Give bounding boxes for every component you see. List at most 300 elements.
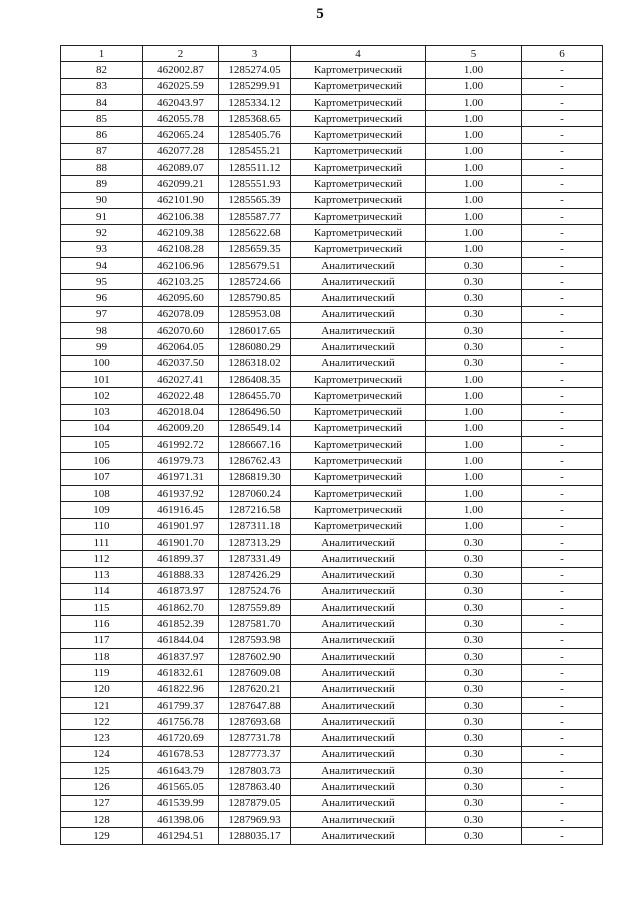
x-coordinate-cell: 462103.25 [143,274,219,290]
y-coordinate-cell: 1287311.18 [219,518,291,534]
y-coordinate-cell: 1286318.02 [219,355,291,371]
table-row [61,274,603,290]
table-row [61,681,603,697]
note-cell: - [522,583,603,599]
accuracy-cell: 0.30 [426,306,522,322]
x-coordinate-cell: 462002.87 [143,62,219,78]
table-row [61,111,603,127]
x-coordinate-cell: 462070.60 [143,323,219,339]
y-coordinate-cell: 1287731.78 [219,730,291,746]
table-row [61,404,603,420]
point-number-cell: 105 [61,437,143,453]
accuracy-cell: 0.30 [426,811,522,827]
accuracy-cell: 1.00 [426,62,522,78]
method-cell: Картометрический [291,160,426,176]
method-cell: Аналитический [291,290,426,306]
point-number-cell: 112 [61,551,143,567]
method-cell: Картометрический [291,78,426,94]
x-coordinate-cell: 461565.05 [143,779,219,795]
method-cell: Аналитический [291,551,426,567]
point-number-cell: 128 [61,811,143,827]
y-coordinate-cell: 1287216.58 [219,502,291,518]
point-number-cell: 93 [61,241,143,257]
table-row [61,241,603,257]
point-number-cell: 103 [61,404,143,420]
point-number-cell: 88 [61,160,143,176]
accuracy-cell: 0.30 [426,779,522,795]
point-number-cell: 84 [61,94,143,110]
accuracy-cell: 1.00 [426,486,522,502]
y-coordinate-cell: 1287803.73 [219,763,291,779]
accuracy-cell: 0.30 [426,600,522,616]
table-row [61,143,603,159]
accuracy-cell: 0.30 [426,697,522,713]
column-header-5: 5 [426,46,522,62]
x-coordinate-cell: 461873.97 [143,583,219,599]
method-cell: Картометрический [291,437,426,453]
x-coordinate-cell: 462089.07 [143,160,219,176]
y-coordinate-cell: 1287426.29 [219,567,291,583]
table-header-row [61,46,603,62]
method-cell: Аналитический [291,779,426,795]
method-cell: Аналитический [291,323,426,339]
point-number-cell: 100 [61,355,143,371]
x-coordinate-cell: 462055.78 [143,111,219,127]
point-number-cell: 101 [61,371,143,387]
accuracy-cell: 1.00 [426,143,522,159]
method-cell: Аналитический [291,697,426,713]
note-cell: - [522,143,603,159]
point-number-cell: 115 [61,600,143,616]
note-cell: - [522,192,603,208]
note-cell: - [522,763,603,779]
method-cell: Картометрический [291,94,426,110]
point-number-cell: 96 [61,290,143,306]
x-coordinate-cell: 462078.09 [143,306,219,322]
note-cell: - [522,323,603,339]
table-row [61,502,603,518]
point-number-cell: 87 [61,143,143,159]
y-coordinate-cell: 1286762.43 [219,453,291,469]
table-row [61,290,603,306]
point-number-cell: 127 [61,795,143,811]
table-row [61,697,603,713]
x-coordinate-cell: 461799.37 [143,697,219,713]
y-coordinate-cell: 1285511.12 [219,160,291,176]
accuracy-cell: 1.00 [426,94,522,110]
table-row [61,176,603,192]
y-coordinate-cell: 1287524.76 [219,583,291,599]
point-number-cell: 121 [61,697,143,713]
note-cell: - [522,779,603,795]
x-coordinate-cell: 462108.28 [143,241,219,257]
table-row [61,208,603,224]
note-cell: - [522,290,603,306]
note-cell: - [522,811,603,827]
table-row [61,795,603,811]
table-row [61,551,603,567]
y-coordinate-cell: 1285679.51 [219,257,291,273]
point-number-cell: 99 [61,339,143,355]
point-number-cell: 97 [61,306,143,322]
point-number-cell: 89 [61,176,143,192]
x-coordinate-cell: 461899.37 [143,551,219,567]
x-coordinate-cell: 461720.69 [143,730,219,746]
x-coordinate-cell: 462101.90 [143,192,219,208]
accuracy-cell: 0.30 [426,355,522,371]
accuracy-cell: 1.00 [426,437,522,453]
method-cell: Аналитический [291,828,426,844]
y-coordinate-cell: 1287313.29 [219,534,291,550]
note-cell: - [522,241,603,257]
note-cell: - [522,697,603,713]
method-cell: Картометрический [291,453,426,469]
x-coordinate-cell: 462022.48 [143,388,219,404]
note-cell: - [522,274,603,290]
note-cell: - [522,730,603,746]
note-cell: - [522,339,603,355]
point-number-cell: 124 [61,746,143,762]
point-number-cell: 85 [61,111,143,127]
table-row [61,665,603,681]
note-cell: - [522,420,603,436]
y-coordinate-cell: 1286496.50 [219,404,291,420]
method-cell: Аналитический [291,355,426,371]
table-row [61,567,603,583]
accuracy-cell: 1.00 [426,518,522,534]
accuracy-cell: 1.00 [426,111,522,127]
note-cell: - [522,306,603,322]
accuracy-cell: 0.30 [426,665,522,681]
accuracy-cell: 0.30 [426,567,522,583]
method-cell: Аналитический [291,648,426,664]
table-row [61,486,603,502]
table-row [61,811,603,827]
y-coordinate-cell: 1286455.70 [219,388,291,404]
point-number-cell: 129 [61,828,143,844]
table-row [61,420,603,436]
method-cell: Картометрический [291,502,426,518]
method-cell: Картометрический [291,225,426,241]
method-cell: Аналитический [291,306,426,322]
x-coordinate-cell: 462077.28 [143,143,219,159]
y-coordinate-cell: 1286017.65 [219,323,291,339]
x-coordinate-cell: 461888.33 [143,567,219,583]
point-number-cell: 118 [61,648,143,664]
table-row [61,127,603,143]
note-cell: - [522,62,603,78]
y-coordinate-cell: 1286549.14 [219,420,291,436]
x-coordinate-cell: 462018.04 [143,404,219,420]
x-coordinate-cell: 461294.51 [143,828,219,844]
y-coordinate-cell: 1287693.68 [219,714,291,730]
method-cell: Аналитический [291,339,426,355]
method-cell: Аналитический [291,632,426,648]
x-coordinate-cell: 462037.50 [143,355,219,371]
table-row [61,632,603,648]
y-coordinate-cell: 1286819.30 [219,469,291,485]
x-coordinate-cell: 461971.31 [143,469,219,485]
point-number-cell: 90 [61,192,143,208]
y-coordinate-cell: 1287609.08 [219,665,291,681]
method-cell: Аналитический [291,274,426,290]
accuracy-cell: 1.00 [426,78,522,94]
method-cell: Картометрический [291,371,426,387]
y-coordinate-cell: 1285405.76 [219,127,291,143]
point-number-cell: 123 [61,730,143,746]
point-number-cell: 111 [61,534,143,550]
table-row [61,763,603,779]
method-cell: Аналитический [291,665,426,681]
method-cell: Аналитический [291,534,426,550]
point-number-cell: 104 [61,420,143,436]
x-coordinate-cell: 461822.96 [143,681,219,697]
note-cell: - [522,567,603,583]
y-coordinate-cell: 1288035.17 [219,828,291,844]
y-coordinate-cell: 1287559.89 [219,600,291,616]
y-coordinate-cell: 1287602.90 [219,648,291,664]
y-coordinate-cell: 1285790.85 [219,290,291,306]
x-coordinate-cell: 461901.97 [143,518,219,534]
method-cell: Картометрический [291,469,426,485]
y-coordinate-cell: 1285368.65 [219,111,291,127]
point-number-cell: 114 [61,583,143,599]
accuracy-cell: 0.30 [426,290,522,306]
note-cell: - [522,518,603,534]
table-row [61,306,603,322]
y-coordinate-cell: 1285299.91 [219,78,291,94]
accuracy-cell: 1.00 [426,208,522,224]
method-cell: Аналитический [291,616,426,632]
table-row [61,62,603,78]
note-cell: - [522,176,603,192]
table-row [61,160,603,176]
note-cell: - [522,78,603,94]
column-header-2: 2 [143,46,219,62]
column-header-3: 3 [219,46,291,62]
note-cell: - [522,551,603,567]
accuracy-cell: 0.30 [426,681,522,697]
x-coordinate-cell: 461837.97 [143,648,219,664]
point-number-cell: 119 [61,665,143,681]
accuracy-cell: 1.00 [426,404,522,420]
table-row [61,469,603,485]
x-coordinate-cell: 462027.41 [143,371,219,387]
accuracy-cell: 1.00 [426,225,522,241]
y-coordinate-cell: 1287620.21 [219,681,291,697]
table-row [61,518,603,534]
table-row [61,371,603,387]
table-row [61,616,603,632]
point-number-cell: 92 [61,225,143,241]
accuracy-cell: 1.00 [426,176,522,192]
point-number-cell: 122 [61,714,143,730]
point-number-cell: 108 [61,486,143,502]
x-coordinate-cell: 461862.70 [143,600,219,616]
accuracy-cell: 0.30 [426,551,522,567]
method-cell: Картометрический [291,420,426,436]
accuracy-cell: 1.00 [426,420,522,436]
y-coordinate-cell: 1287331.49 [219,551,291,567]
accuracy-cell: 0.30 [426,632,522,648]
y-coordinate-cell: 1287647.88 [219,697,291,713]
y-coordinate-cell: 1285455.21 [219,143,291,159]
method-cell: Картометрический [291,62,426,78]
note-cell: - [522,388,603,404]
table-row [61,192,603,208]
x-coordinate-cell: 462099.21 [143,176,219,192]
x-coordinate-cell: 461979.73 [143,453,219,469]
x-coordinate-cell: 461643.79 [143,763,219,779]
method-cell: Аналитический [291,746,426,762]
note-cell: - [522,404,603,420]
y-coordinate-cell: 1286408.35 [219,371,291,387]
table-row [61,828,603,844]
y-coordinate-cell: 1287581.70 [219,616,291,632]
table-row [61,730,603,746]
accuracy-cell: 0.30 [426,746,522,762]
note-cell: - [522,795,603,811]
y-coordinate-cell: 1285622.68 [219,225,291,241]
x-coordinate-cell: 462095.60 [143,290,219,306]
y-coordinate-cell: 1287060.24 [219,486,291,502]
point-number-cell: 116 [61,616,143,632]
table-row [61,94,603,110]
x-coordinate-cell: 461539.99 [143,795,219,811]
point-number-cell: 125 [61,763,143,779]
point-number-cell: 83 [61,78,143,94]
x-coordinate-cell: 462106.96 [143,257,219,273]
page-number: 5 [316,6,324,22]
accuracy-cell: 0.30 [426,583,522,599]
note-cell: - [522,746,603,762]
table-row [61,600,603,616]
table-row [61,583,603,599]
point-number-cell: 109 [61,502,143,518]
y-coordinate-cell: 1287593.98 [219,632,291,648]
coordinates-table [60,45,603,845]
note-cell: - [522,371,603,387]
x-coordinate-cell: 462025.59 [143,78,219,94]
accuracy-cell: 1.00 [426,469,522,485]
table-row [61,339,603,355]
note-cell: - [522,616,603,632]
table-row [61,257,603,273]
point-number-cell: 98 [61,323,143,339]
accuracy-cell: 1.00 [426,453,522,469]
x-coordinate-cell: 461678.53 [143,746,219,762]
note-cell: - [522,469,603,485]
method-cell: Картометрический [291,143,426,159]
accuracy-cell: 1.00 [426,388,522,404]
y-coordinate-cell: 1285274.05 [219,62,291,78]
point-number-cell: 82 [61,62,143,78]
accuracy-cell: 0.30 [426,274,522,290]
table-row [61,534,603,550]
method-cell: Картометрический [291,241,426,257]
table-row [61,746,603,762]
method-cell: Картометрический [291,176,426,192]
y-coordinate-cell: 1286667.16 [219,437,291,453]
y-coordinate-cell: 1287879.05 [219,795,291,811]
method-cell: Картометрический [291,404,426,420]
accuracy-cell: 0.30 [426,257,522,273]
accuracy-cell: 0.30 [426,323,522,339]
column-header-1: 1 [61,46,143,62]
note-cell: - [522,208,603,224]
point-number-cell: 107 [61,469,143,485]
table-row [61,453,603,469]
note-cell: - [522,453,603,469]
point-number-cell: 95 [61,274,143,290]
x-coordinate-cell: 461937.92 [143,486,219,502]
note-cell: - [522,94,603,110]
x-coordinate-cell: 462106.38 [143,208,219,224]
point-number-cell: 120 [61,681,143,697]
accuracy-cell: 1.00 [426,241,522,257]
accuracy-cell: 0.30 [426,730,522,746]
x-coordinate-cell: 461756.78 [143,714,219,730]
method-cell: Аналитический [291,763,426,779]
table-body [61,62,603,844]
x-coordinate-cell: 461398.06 [143,811,219,827]
method-cell: Аналитический [291,714,426,730]
table-row [61,779,603,795]
x-coordinate-cell: 461832.61 [143,665,219,681]
x-coordinate-cell: 462043.97 [143,94,219,110]
accuracy-cell: 0.30 [426,714,522,730]
y-coordinate-cell: 1285334.12 [219,94,291,110]
y-coordinate-cell: 1285565.39 [219,192,291,208]
note-cell: - [522,534,603,550]
point-number-cell: 86 [61,127,143,143]
method-cell: Аналитический [291,583,426,599]
y-coordinate-cell: 1285587.77 [219,208,291,224]
table-row [61,78,603,94]
y-coordinate-cell: 1287773.37 [219,746,291,762]
x-coordinate-cell: 461992.72 [143,437,219,453]
method-cell: Аналитический [291,795,426,811]
y-coordinate-cell: 1285551.93 [219,176,291,192]
x-coordinate-cell: 462064.05 [143,339,219,355]
accuracy-cell: 1.00 [426,502,522,518]
method-cell: Картометрический [291,486,426,502]
note-cell: - [522,632,603,648]
note-cell: - [522,355,603,371]
table-row [61,714,603,730]
accuracy-cell: 1.00 [426,160,522,176]
note-cell: - [522,648,603,664]
table-row [61,437,603,453]
table-row [61,355,603,371]
accuracy-cell: 0.30 [426,795,522,811]
note-cell: - [522,714,603,730]
accuracy-cell: 0.30 [426,828,522,844]
note-cell: - [522,127,603,143]
note-cell: - [522,225,603,241]
note-cell: - [522,502,603,518]
point-number-cell: 126 [61,779,143,795]
column-header-4: 4 [291,46,426,62]
method-cell: Аналитический [291,730,426,746]
point-number-cell: 110 [61,518,143,534]
method-cell: Картометрический [291,192,426,208]
y-coordinate-cell: 1285724.66 [219,274,291,290]
note-cell: - [522,665,603,681]
column-header-6: 6 [522,46,603,62]
accuracy-cell: 0.30 [426,534,522,550]
method-cell: Картометрический [291,127,426,143]
